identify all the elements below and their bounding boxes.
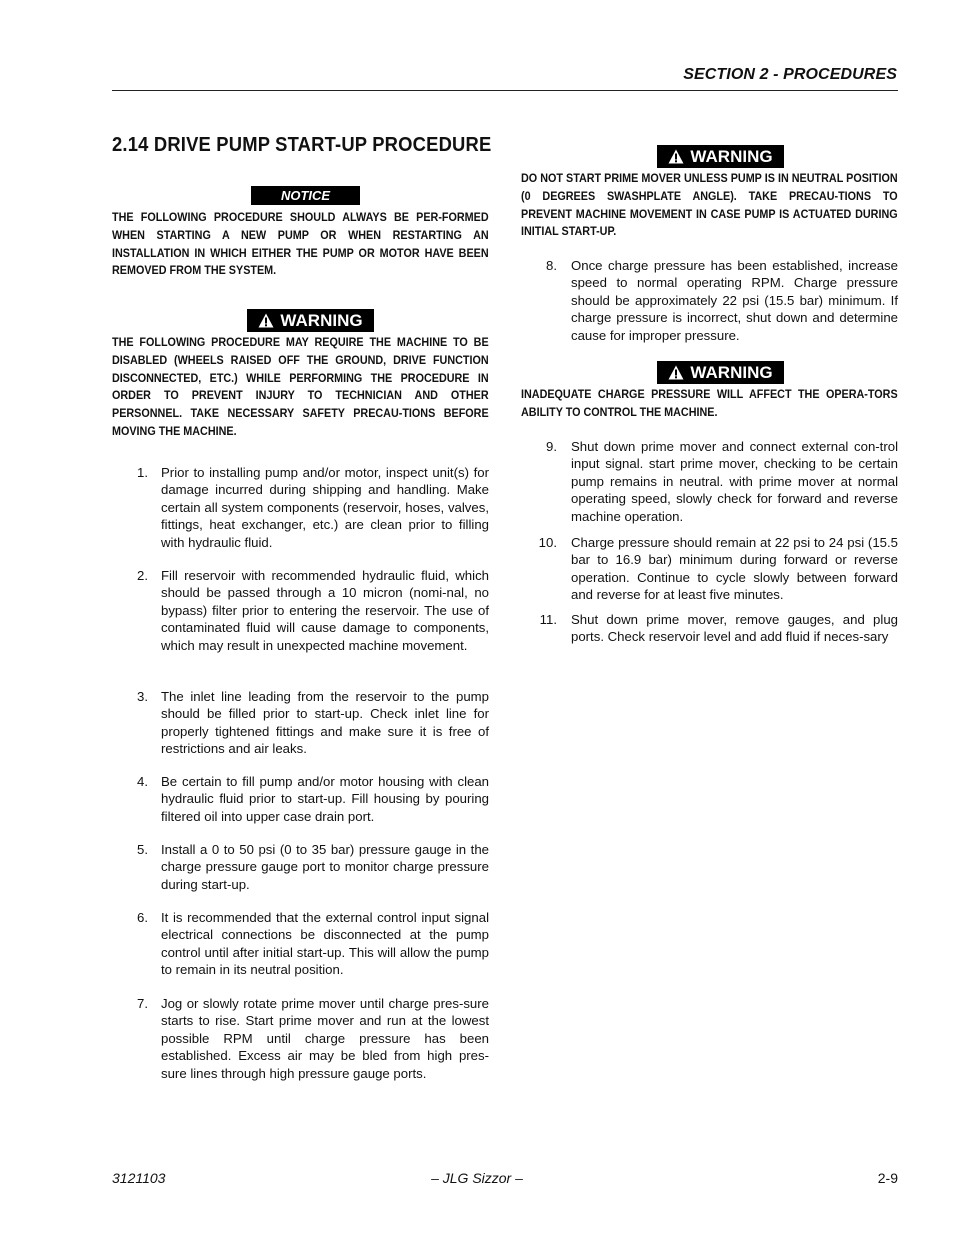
step-text: Shut down prime mover and connect external con-trol input signal. start prime mover, checking to be certain pump remains in neutral. with prime mover at normal operating speed, slowly check for forward and reverse machine operation. bbox=[571, 439, 898, 524]
step-text: Install a 0 to 50 psi (0 to 35 bar) pressure gauge in the charge pressure gauge port to monitor charge pressure during start-up. bbox=[161, 842, 489, 892]
footer-page-number: 2-9 bbox=[877, 1170, 898, 1186]
step-text: Jog or slowly rotate prime mover until charge pres-sure starts to rise. Start prime mover and run at the lowest possible RPM until charge pressure has been established. Excess air may be bled from high pres-sure lines through high pressure gauge ports. bbox=[161, 996, 489, 1081]
warning-badge bbox=[247, 309, 374, 332]
warning-label: WARNING bbox=[690, 147, 773, 166]
notice-badge: NOTICE bbox=[251, 186, 360, 205]
footer-title: – JLG Sizzor – bbox=[431, 1170, 523, 1186]
warning-text: INADEQUATE CHARGE PRESSURE WILL AFFECT THE OPERA-TORS ABILITY TO CONTROL THE MACHINE. bbox=[521, 388, 898, 419]
step-number: 5. bbox=[137, 842, 148, 857]
step-text: Charge pressure should remain at 22 psi to 24 psi (15.5 bar to 16.9 bar) minimum during forward or reverse operation. Continue to cycle slowly between forward and reverse for at least five minutes. bbox=[571, 535, 898, 603]
list-item bbox=[112, 567, 489, 654]
warning-label: WARNING bbox=[280, 311, 363, 330]
warning-label: WARNING bbox=[690, 363, 773, 382]
header-rule bbox=[112, 90, 898, 91]
warning-text: DO NOT START PRIME MOVER UNLESS PUMP IS IN NEUTRAL POSITION (0 DEGREES SWASHPLATE ANGLE). TAKE PRECAU-TIONS TO PREVENT MACHINE MOVEMENT IN CASE PUMP IS ACTUATED DURING INITIAL START-UP. bbox=[521, 172, 898, 239]
step-text: Prior to installing pump and/or motor, inspect unit(s) for damage incurred during shipping and handling. Make certain all system components (reservoir, hoses, valves, fittings, heat exchanger, etc.) are clean prior to filling with hydraulic fluid. bbox=[161, 465, 489, 550]
list-item bbox=[521, 438, 898, 525]
list-item bbox=[112, 995, 489, 1082]
list-item bbox=[112, 773, 489, 825]
step-number: 4. bbox=[137, 774, 148, 789]
step-text: The inlet line leading from the reservoir to the pump should be filled prior to start-up. Check inlet line for properly tightened fittings and make sure it is free of restrictions and air leaks. bbox=[161, 689, 489, 757]
section-header: SECTION 2 - PROCEDURES bbox=[683, 66, 897, 83]
step-number: 1. bbox=[137, 465, 148, 480]
step-text: Once charge pressure has been established, increase speed to normal operating RPM. Charge pressure should be approximately 22 psi (15.5 bar) minimum. If charge pressure is incorrect, shut down and determine cause for improper pressure. bbox=[571, 258, 898, 343]
footer-doc-number: 3121103 bbox=[112, 1170, 166, 1186]
list-item bbox=[112, 688, 489, 758]
notice-text: THE FOLLOWING PROCEDURE SHOULD ALWAYS BE PER-FORMED WHEN STARTING A NEW PUMP OR WHEN RESTARTING AN INSTALLATION IN WHICH EITHER THE PUMP OR MOTOR HAVE BEEN REMOVED FROM THE SYSTEM. bbox=[112, 211, 489, 278]
warning-badge bbox=[657, 361, 784, 384]
warning-triangle-icon bbox=[668, 365, 684, 380]
list-item bbox=[112, 909, 489, 979]
step-text: Be certain to fill pump and/or motor housing with clean hydraulic fluid prior to start-up. Fill housing by pouring filtered oil into upper case drain port. bbox=[161, 774, 489, 824]
warning-triangle-icon bbox=[668, 149, 684, 164]
step-text: It is recommended that the external control input signal electrical connections be disconnected at the pump control until after initial start-up. This will allow the pump to remain in its neutral position. bbox=[161, 910, 489, 978]
step-text: Fill reservoir with recommended hydraulic fluid, which should be passed through a 10 micron (nomi-nal, no bypass) filter prior to entering the reservoir. The use of contaminated fluid will cause damage to components, which may result in unexpected machine movement. bbox=[161, 568, 489, 653]
warning-triangle-icon bbox=[258, 313, 274, 328]
step-number: 8. bbox=[546, 258, 557, 273]
step-text: Shut down prime mover, remove gauges, and plug ports. Check reservoir level and add fluid if neces-sary bbox=[571, 612, 898, 645]
step-number: 11. bbox=[539, 612, 557, 627]
list-item bbox=[521, 534, 898, 604]
step-number: 6. bbox=[137, 910, 148, 925]
list-item bbox=[521, 611, 898, 646]
list-item bbox=[112, 464, 489, 551]
list-item bbox=[521, 257, 898, 344]
step-number: 10. bbox=[538, 535, 557, 550]
step-number: 3. bbox=[137, 689, 148, 704]
section-heading: 2.14 DRIVE PUMP START-UP PROCEDURE bbox=[112, 134, 492, 156]
step-number: 2. bbox=[137, 568, 148, 583]
warning-badge bbox=[657, 145, 784, 168]
step-number: 9. bbox=[546, 439, 557, 454]
warning-text: THE FOLLOWING PROCEDURE MAY REQUIRE THE MACHINE TO BE DISABLED (WHEELS RAISED OFF THE GROUND, DRIVE FUNCTION DISCONNECTED, ETC.) WHILE PERFORMING THE PROCEDURE IN ORDER TO PREVENT INJURY TO TECHNICIAN AND OTHER PERSONNEL. TAKE NECESSARY SAFETY PRECAU-TIONS BEFORE MOVING THE MACHINE. bbox=[112, 336, 489, 438]
list-item bbox=[112, 841, 489, 893]
step-number: 7. bbox=[137, 996, 148, 1011]
